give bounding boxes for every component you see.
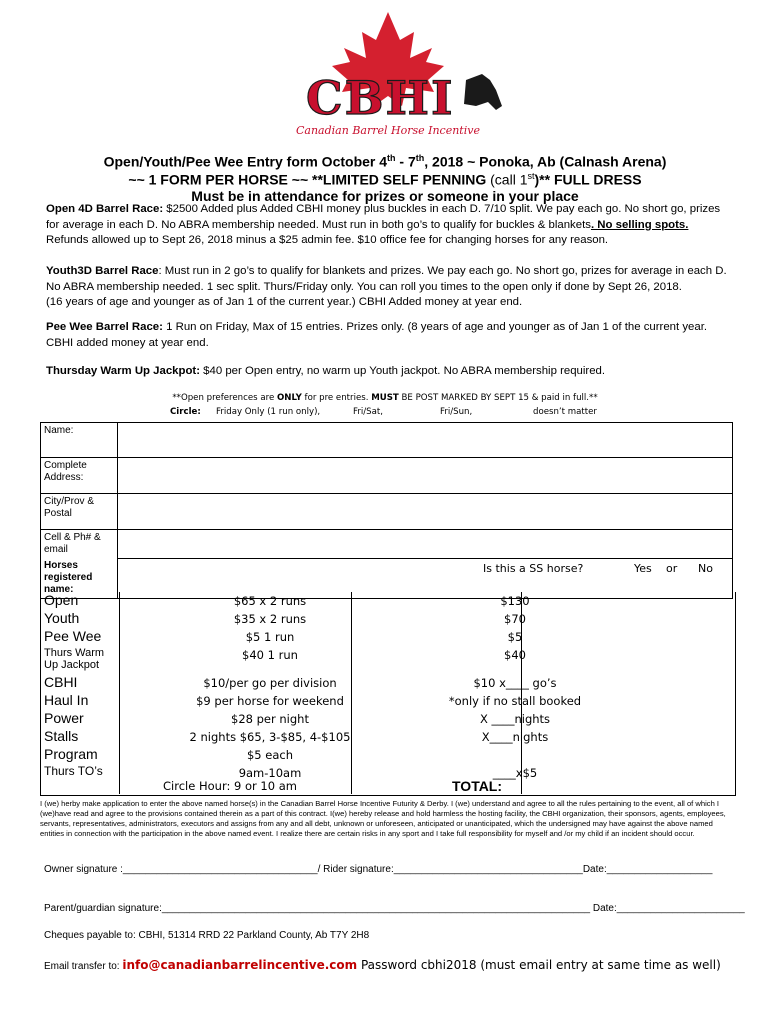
circle-preferences <box>0 407 770 421</box>
fee-description: $5 1 run <box>245 630 295 644</box>
logo-tagline: Canadian Barrel Horse Incentive <box>296 124 480 137</box>
ss-horse-question: Is this a SS horse? <box>483 561 584 575</box>
title-text: Open/Youth/Pee Wee Entry form October 4 <box>103 153 388 170</box>
thursday-jackpot-info <box>46 364 736 380</box>
ss-yes-option[interactable]: Yes <box>634 561 652 575</box>
fee-row <box>40 692 735 710</box>
total-label: TOTAL: <box>452 778 503 794</box>
title-sup: th <box>387 153 396 163</box>
fee-description: $9 per horse for weekend <box>196 694 344 708</box>
pref-option-fri-sun[interactable]: Fri/Sun, <box>440 407 473 417</box>
email-transfer <box>44 958 721 972</box>
address-field[interactable] <box>118 458 733 494</box>
pref-text: BE POST MARKED BY SEPT 15 & paid in full.** <box>398 393 598 403</box>
parent-signature-line[interactable]: Parent/guardian signature:_____________________________________________________________________________ Date:_______________________ <box>44 903 745 914</box>
subtitle-sup: st <box>527 171 535 181</box>
cheques-payable: Cheques payable to: CBHI, 51314 RRD 22 Parkland County, Ab T7Y 2H8 <box>44 930 370 941</box>
horses-label: Horses registered name: <box>41 558 118 599</box>
youth-race-info <box>46 264 736 311</box>
city-label: City/Prov & Postal <box>41 494 118 530</box>
fee-label: Power <box>44 710 84 726</box>
password-text: Password cbhi2018 (must email entry at same time as well) <box>357 958 721 972</box>
fee-label: CBHI <box>44 674 78 690</box>
pref-must: MUST <box>371 393 399 403</box>
form-subtitle <box>0 171 770 188</box>
ss-or-text: or <box>666 561 678 575</box>
fee-row <box>40 746 735 764</box>
logo-text: CBHI <box>306 71 455 125</box>
fee-amount[interactable]: $130 <box>500 594 530 608</box>
name-label: Name: <box>41 423 118 458</box>
form-title <box>0 153 770 170</box>
city-field[interactable] <box>118 494 733 530</box>
fee-amount[interactable]: *only if no stall booked <box>448 694 582 708</box>
cbhi-logo <box>238 10 538 140</box>
attendance-notice: Must be in attendance for prizes or someone in your place <box>191 188 579 204</box>
fee-label: Open <box>44 592 79 608</box>
ss-no-option[interactable]: No <box>698 561 713 575</box>
title-text: - 7 <box>395 153 416 170</box>
fee-label: Stalls <box>44 728 79 744</box>
pref-only: ONLY <box>276 393 302 403</box>
youth-text: : Must run in 2 go’s to qualify for blankets and prizes. We pay each go. No short go, prizes for average in each D. No ABRA membership needed. 1 sec split. Thurs/Friday only. You can roll you times to the open only if done by Sept 26, 2018. <box>46 265 727 293</box>
fee-description: $10/per go per division <box>203 676 337 690</box>
open-label: Open 4D Barrel Race: <box>46 203 164 215</box>
fee-amount[interactable]: $5 <box>507 630 523 644</box>
title-text: , 2018 ~ Ponoka, Ab (Calnash Arena) <box>424 153 667 170</box>
fee-description: $5 each <box>246 748 294 762</box>
peewee-race-info <box>46 320 736 351</box>
fee-row <box>40 610 735 628</box>
fee-amount[interactable]: X ____nights <box>479 712 551 726</box>
fee-row <box>40 628 735 646</box>
no-selling-notice: . No selling spots. <box>590 218 689 231</box>
fee-row <box>40 592 735 610</box>
phone-field[interactable] <box>118 530 733 559</box>
fee-row <box>40 646 735 671</box>
fee-amount[interactable]: $10 x____ go’s <box>473 676 557 690</box>
fee-amount[interactable]: $70 <box>504 612 526 626</box>
entry-form-table <box>40 422 733 599</box>
circle-label: Circle: <box>170 407 201 417</box>
fee-label: Haul In <box>44 692 89 708</box>
email-label: Email transfer to: <box>44 961 123 972</box>
pref-option-fri-sat[interactable]: Fri/Sat, <box>353 407 383 417</box>
fee-label: Pee Wee <box>44 628 102 644</box>
barrel-rider-icon <box>464 74 502 110</box>
circle-hour: Circle Hour: 9 or 10 am <box>163 779 297 793</box>
fee-row <box>40 674 735 692</box>
fee-description: $65 x 2 runs <box>233 594 307 608</box>
thursday-text: $40 per Open entry, no warm up Youth jackpot. No ABRA membership required. <box>200 365 606 377</box>
fee-description: $28 per night <box>231 712 309 726</box>
fee-label: Thurs Warm Up Jackpot <box>44 647 105 671</box>
email-link[interactable]: info@canadianbarrelincentive.com <box>122 958 358 972</box>
fee-amount[interactable]: $40 <box>504 648 526 662</box>
pref-option-any[interactable]: doesn’t matter <box>533 407 597 417</box>
owner-rider-signature-line[interactable]: Owner signature :___________________________________/ Rider signature:__________________________________Date:___________________ <box>44 864 713 875</box>
youth-label: Youth3D Barrel Race <box>46 265 159 277</box>
pref-option-friday[interactable]: Friday Only (1 run only), <box>216 407 321 417</box>
fee-label: Thurs TO’s <box>44 764 103 778</box>
fee-amount[interactable]: X____nights <box>481 730 549 744</box>
subtitle-text: )** FULL DRESS <box>534 171 642 188</box>
peewee-text: 1 Run on Friday, Max of 15 entries. Prizes only. (8 years of age and younger as of Jan 1 of the current year. CBHI added money at year end. <box>46 321 708 349</box>
fee-label: Program <box>44 746 98 762</box>
open-race-info <box>46 202 736 249</box>
fee-row <box>40 710 735 728</box>
refund-text: Refunds allowed up to Sept 26, 2018 minus a $25 admin fee. $10 office fee for changing horses for any reason. <box>46 234 609 246</box>
name-field[interactable] <box>118 423 733 458</box>
fee-description: $40 1 run <box>242 648 298 662</box>
peewee-label: Pee Wee Barrel Race: <box>46 321 163 333</box>
fee-description: 9am-10am <box>238 766 302 780</box>
open-text: $2500 Added plus Added CBHI money plus buckles in each D. 7/10 split. We pay each go. No short go, prizes for average in each D. No ABRA membership needed. Must run in both go’s to qualify for buckles & blankets <box>46 203 721 231</box>
fee-row <box>40 728 735 746</box>
fee-description: 2 nights $65, 3-$85, 4-$105 <box>189 730 351 744</box>
fee-description: $35 x 2 runs <box>233 612 307 626</box>
liability-waiver: I (we) herby make application to enter the above named horse(s) in the Canadian Barrel Horse Incentive Futurity & Derby. I (we) understand and agree to all the rules pertaining to the event, all of which I (we)have read and agree to the provisions contained therein as a part of this contract. I(we) hereby release and hold harmless the hosting facility, the CBHI organization, their sponsors, agents, employees, servants, representatives, administrators, executors and assigns from any and all debt, unknown or unforeseen, anticipated or unanticipated, which the undersigned may have against the above named entities in connection with the participation in the above named event. I realize there are certain risks in any sport and I take full responsibility for myself and /or my child if an incident should occur. <box>40 799 726 838</box>
subtitle-text: (call 1 <box>486 171 528 188</box>
thursday-label: Thursday Warm Up Jackpot: <box>46 365 201 377</box>
pref-text: **Open preferences are <box>172 393 277 403</box>
phone-label: Cell & Ph# & email <box>41 530 118 559</box>
title-sup: th <box>415 153 425 163</box>
open-preferences-note <box>0 393 770 403</box>
youth-age-text: (16 years of age and younger as of Jan 1 of the current year.) CBHI Added money at year end. <box>46 296 523 308</box>
pref-text: for pre entries. <box>301 393 372 403</box>
fee-amount[interactable]: ____x$5 <box>492 766 538 780</box>
fee-label: Youth <box>44 610 80 626</box>
address-label: Complete Address: <box>41 458 118 494</box>
subtitle-text: ~~ 1 FORM PER HORSE ~~ **LIMITED SELF PENNING <box>128 171 487 188</box>
